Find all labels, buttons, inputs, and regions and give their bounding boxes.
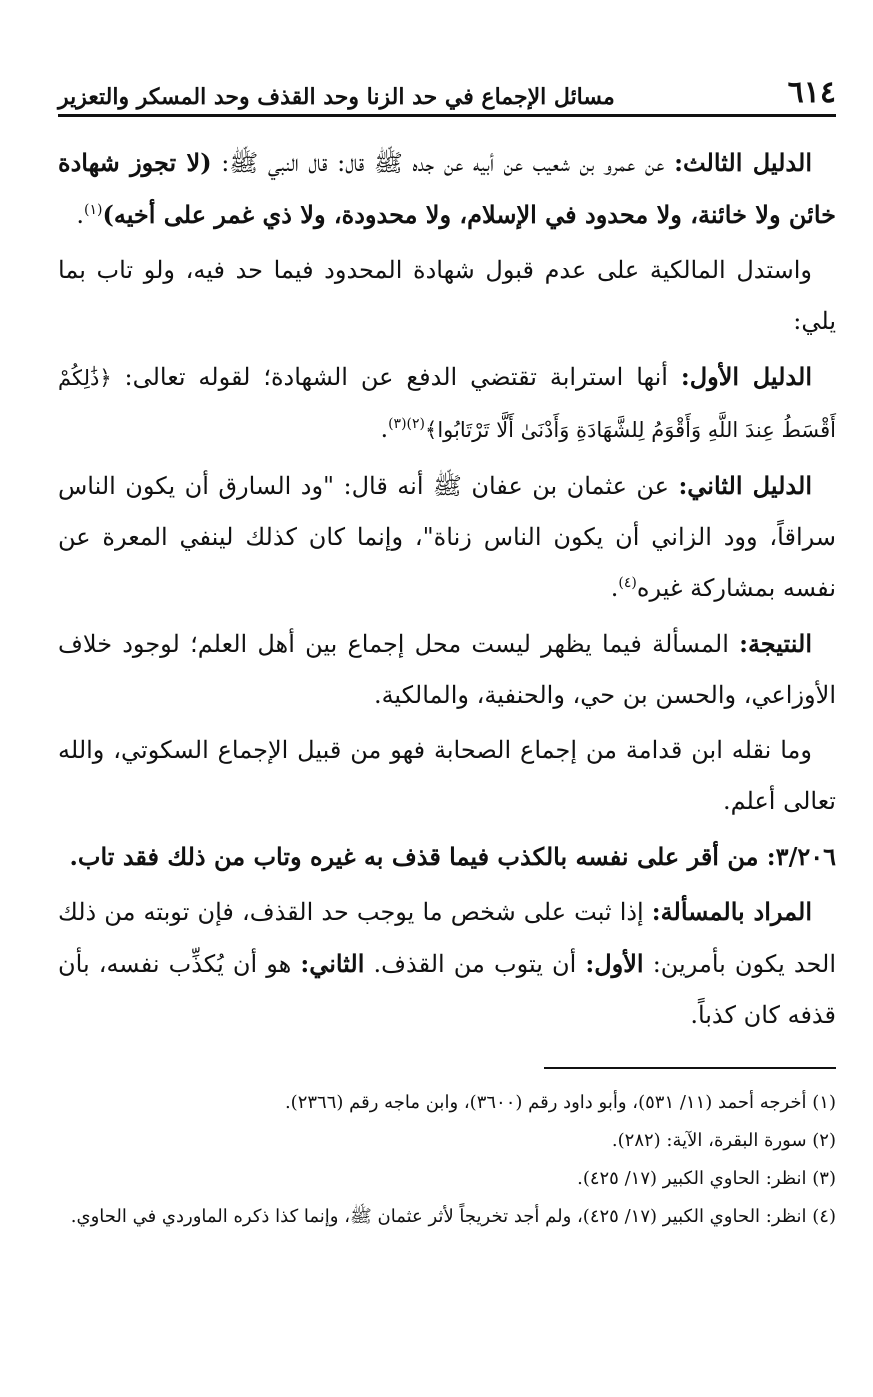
footnote-ref: (٢)(٣) xyxy=(388,416,426,432)
book-page xyxy=(58,60,836,1239)
paragraph-meaning xyxy=(58,886,836,1041)
lead-label: النتيجة: xyxy=(739,629,813,658)
page-number: ٦١٤ xyxy=(787,75,836,110)
paragraph-text: أنها استرابة تقتضي الدفع عن الشهادة؛ لقوله تعالى: xyxy=(111,363,681,391)
footnote-3: (٣) انظر: الحاوي الكبير (١٧/ ٤٢٥). xyxy=(577,1168,836,1189)
running-header xyxy=(58,60,836,117)
quran-verse: ﴿ذَٰلِكُمْ أَقْسَطُ عِندَ اللَّهِ وَأَقْوَمُ لِلشَّهَادَةِ وَأَدْنَىٰ أَلَّا تَرْتَابُوا﴾ xyxy=(58,366,836,442)
paragraph-first-evidence xyxy=(58,351,836,456)
hadith-quote: (لا تجوز شهادة خائن ولا خائنة، ولا محدود في الإسلام، ولا محدودة، ولا ذي غمر على أخيه) xyxy=(58,148,836,229)
footnote-2: (٢) سورة البقرة، الآية: (٢٨٢). xyxy=(611,1130,836,1151)
paragraph-maliki-intro: واستدل المالكية على عدم قبول شهادة المحدود فيما حد فيه، ولو تاب بما يلي: xyxy=(58,256,836,335)
footnote-4: (٤) انظر: الحاوي الكبير (١٧/ ٤٢٥)، ولم أجد تخريجاً لأثر عثمان ﷺ، وإنما كذا ذكره الماوردي في الحاوي. xyxy=(70,1206,836,1227)
paragraph-end: . xyxy=(380,415,389,443)
header-title: مسائل الإجماع في حد الزنا وحد القذف وحد المسكر والتعزير xyxy=(58,84,615,110)
paragraph-third-evidence xyxy=(58,137,836,241)
main-text xyxy=(58,137,836,1041)
footnote-1: (١) أخرجه أحمد (١١/ ٥٣١)، وأبو داود رقم (٣٦٠٠)، وابن ماجه رقم (٢٣٦٦). xyxy=(284,1092,836,1113)
paragraph-result xyxy=(58,618,836,721)
footnotes xyxy=(58,1087,836,1233)
second-label: الثاني: xyxy=(300,949,365,978)
lead-label: الدليل الثاني: xyxy=(678,471,812,500)
paragraph-text: المسألة فيما يظهر ليست محل إجماع بين أهل العلم؛ لوجود خلاف الأوزاعي، والحسن بن حي، والحنفية، والمالكية. xyxy=(58,630,836,709)
paragraph-second-evidence xyxy=(58,460,836,614)
paragraph-text: إذا ثبت على شخص ما يوجب حد القذف، فإن توبته من ذلك الحد يكون بأمرين: xyxy=(58,898,836,978)
paragraph-text: عن عثمان بن عفان ﷺ أنه قال: "ود السارق أن يكون الناس سراقاً، وود الزاني أن يكون الناس زناة"، وإنما كان كذلك لينفي المعرة عن نفسه بمشاركة غيره xyxy=(58,472,836,602)
paragraph-text: عن عمرو بن شعيب عن أبيه عن جده ﷺ قال: قال النبي ﷺ: xyxy=(211,149,675,177)
lead-label: الدليل الثالث: xyxy=(674,148,813,177)
lead-label: الدليل الأول: xyxy=(680,362,813,391)
paragraph-end: . xyxy=(76,201,84,229)
paragraph-text: أن يتوب من القذف. xyxy=(364,950,586,978)
footnote-ref: (١) xyxy=(84,202,103,218)
first-label: الأول: xyxy=(585,949,644,978)
paragraph-end: . xyxy=(610,574,619,602)
footnote-divider xyxy=(544,1067,836,1069)
paragraph-ibn-qudama: وما نقله ابن قدامة من إجماع الصحابة فهو من قبيل الإجماع السكوتي، والله تعالى أعلم. xyxy=(58,736,836,815)
lead-label: المراد بالمسألة: xyxy=(651,897,812,926)
footnote-ref: (٤) xyxy=(618,575,637,591)
section-heading: ٣/٢٠٦: من أقر على نفسه بالكذب فيما قذف به غيره وتاب من ذلك فقد تاب. xyxy=(69,842,836,871)
paragraph-text: هو أن يُكذِّب نفسه، بأن قذفه كان كذباً. xyxy=(58,950,836,1029)
